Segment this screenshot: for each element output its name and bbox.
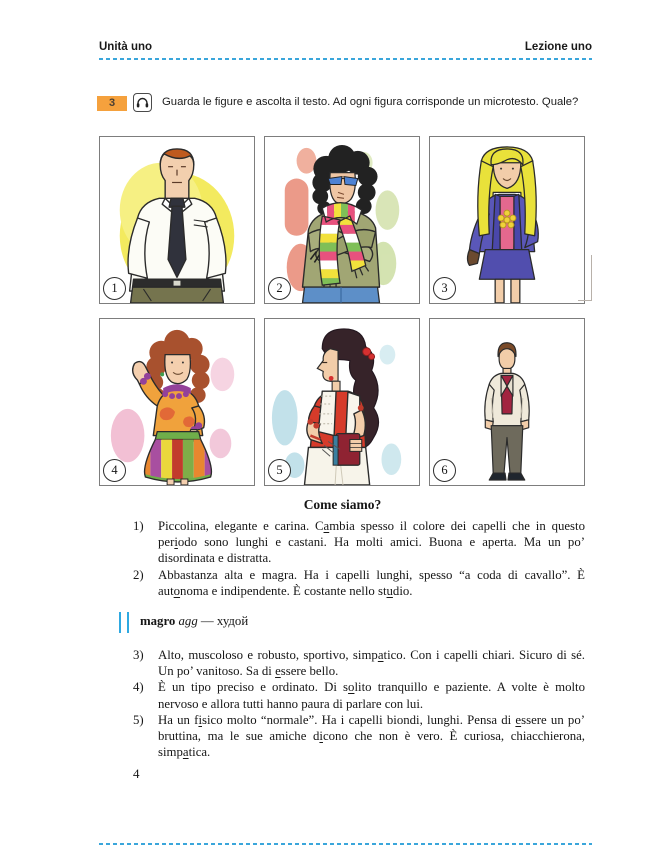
figure-1-illustration (100, 137, 254, 303)
figure-4-illustration (100, 319, 254, 485)
figure-2-illustration (265, 137, 419, 303)
item-number: 1) (133, 519, 144, 533)
item-text: È un tipo preciso e ordinato. Di solito tranquillo e paziente. A volte è molto nervoso e allora tutti hanno paura di parlare con lui. (158, 680, 586, 711)
description-list-1 (133, 518, 585, 599)
header-lesson-label: Lezione uno (524, 41, 592, 53)
vocab-dash: — (200, 614, 214, 628)
vocab-marker-bars (119, 612, 129, 633)
item-number: 3) (133, 648, 144, 662)
figure-5-ponytail-girl-with-book (264, 318, 420, 486)
list-item (133, 712, 585, 761)
vocab-pos: agg (178, 614, 198, 628)
figure-grid (99, 136, 585, 486)
item-text: Abbastanza alta e magra. Ha i capelli lunghi, spesso “a coda di cavallo”. È autonoma e indipendente. È costante nello studio. (158, 567, 585, 598)
section-title: Come siamo? (303, 497, 382, 512)
vocab-word: magro (140, 614, 176, 628)
figure-3-blonde-girl (429, 136, 585, 304)
figure-2-curly-hair-scarf (264, 136, 420, 304)
figure-6-standing-man (429, 318, 585, 486)
page-number: 4 (133, 766, 140, 781)
list-item (133, 647, 585, 679)
item-number: 4) (133, 680, 144, 695)
exercise-number-badge: 3 (97, 96, 127, 111)
figure-number-circle: 1 (103, 277, 126, 300)
list-item (133, 518, 585, 567)
item-text: Alto, muscoloso e robusto, sportivo, simpatico. Con i capelli chiari. Sicuro di sé. Un po’ vanitoso. Sa di essere bello. (158, 648, 586, 679)
vocab-translation: худой (216, 614, 249, 628)
header-divider (99, 58, 592, 60)
figure-number-circle: 6 (433, 459, 456, 482)
figure-6-illustration (430, 319, 584, 485)
figure-number-circle: 2 (268, 277, 291, 300)
description-list-2 (133, 647, 585, 760)
item-number: 5) (133, 712, 144, 727)
footer-divider (99, 843, 592, 845)
header-unit-label: Unità uno (99, 41, 153, 53)
vocabulary-entry (140, 614, 248, 629)
figure-number-circle: 3 (433, 277, 456, 300)
page-margin-mark (578, 255, 592, 301)
item-number: 2) (133, 567, 144, 582)
figure-number-circle: 5 (268, 459, 291, 482)
figure-5-illustration (265, 319, 419, 485)
list-item (133, 567, 585, 599)
figure-4-curly-auburn-woman (99, 318, 255, 486)
figure-1-man-with-tie (99, 136, 255, 304)
page-header (99, 41, 592, 53)
item-text: Ha un fisico molto “normale”. Ha i capelli biondi, lunghi. Pensa di essere un po’ bruttina, ma le sue amiche dicono che non è vero. È curiosa, chiacchierona, simpatica. (158, 712, 585, 760)
item-text: Piccolina, elegante e carina. Cambia spesso il colore dei capelli che in questo periodo sono lunghi e castani. Ha molti amici. Buona e aperta. Ma un po’ disordinata e distratta. (158, 519, 585, 566)
figure-3-illustration (430, 137, 584, 303)
exercise-instruction: Guarda le figure e ascolta il testo. Ad ogni figura corrisponde un microtesto. Quale? (162, 96, 579, 108)
figure-number-circle: 4 (103, 459, 126, 482)
list-item (133, 679, 585, 711)
